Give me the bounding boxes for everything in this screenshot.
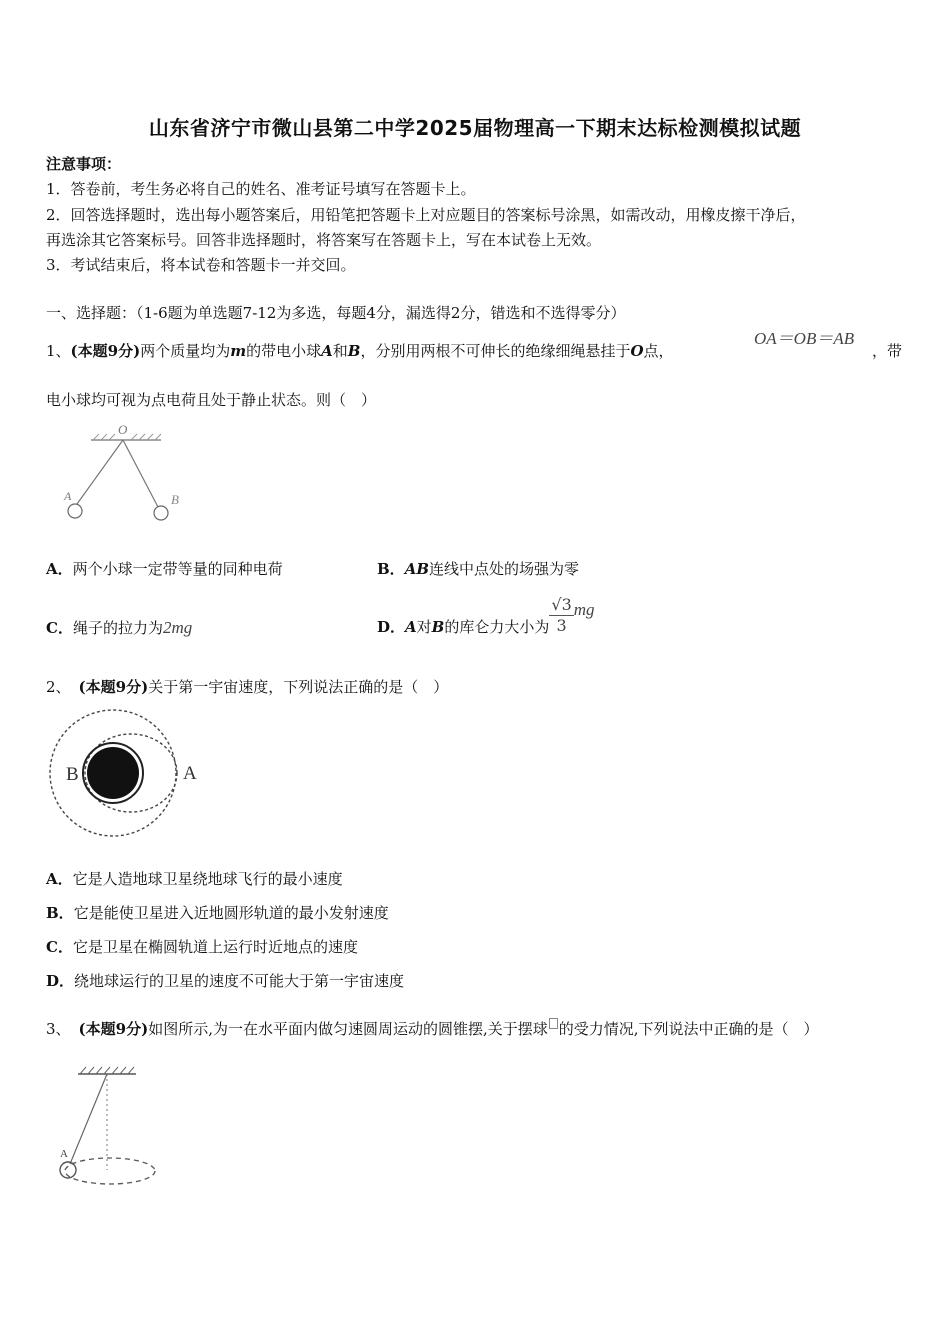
label-a-orbit: A [183, 763, 197, 784]
option-c-text: 绳子的拉力为 [72, 619, 163, 637]
question-1-line-1 [46, 340, 674, 361]
option-d-mg: mg [573, 600, 595, 619]
figure-two-pendulums [55, 420, 195, 540]
question-3-line [46, 1018, 819, 1039]
notice-item-2-line-2: 再选涂其它答案标号。回答非选择题时，将答案写在答题卡上，写在本试卷上无效。 [46, 231, 602, 249]
option-d-mid: 对 [416, 618, 432, 636]
question-1-text-c: ，分别用两根不可伸长的绝缘细绳悬挂于 [360, 342, 631, 360]
question-1-option-c[interactable] [46, 617, 192, 638]
question-1-text-e: ，带 [872, 342, 903, 360]
question-3-text-a: 如图所示,为一在水平面内做匀速圆周运动的圆锥摆,关于摆球 [148, 1020, 548, 1038]
string-oa [77, 440, 123, 504]
question-2-option-d[interactable] [46, 970, 404, 991]
earth [87, 747, 139, 799]
var-m: m [230, 342, 247, 360]
question-2-option-a[interactable] [46, 868, 343, 889]
question-1-equation: OA＝OB＝AB [754, 329, 855, 348]
question-2-option-b[interactable] [46, 902, 389, 923]
option-b-label: B． [377, 560, 405, 578]
option-a-text: 两个小球一定带等量的同种电荷 [72, 560, 283, 578]
question-2-option-c[interactable] [46, 936, 358, 957]
question-2-number: 2、 [46, 678, 71, 696]
notice-heading: 注意事项： [46, 155, 122, 173]
question-2-score: (本题9分) [78, 678, 149, 696]
question-3-number: 3、 [46, 1020, 71, 1038]
ball-a [68, 504, 82, 518]
var-O: O [630, 342, 644, 360]
var-B-d: B [431, 618, 445, 636]
label-b: B [171, 492, 179, 507]
question-1-text-a: 两个质量均为 [140, 342, 231, 360]
placeholder-box-icon [549, 1018, 558, 1029]
fraction-numerator: √3 [551, 595, 572, 614]
notice-item-2-line-1: 2．回答选择题时，选出每小题答案后，用铅笔把答题卡上对应题目的答案标号涂黑，如需改动，用橡皮擦干净后， [46, 206, 806, 224]
option-c-math: 2mg [162, 618, 193, 637]
option-d-label: D． [46, 972, 75, 990]
question-1-text-b: 的带电小球 [246, 342, 322, 360]
notice-item-3: 3．考试结束后，将本试卷和答题卡一并交回。 [46, 256, 356, 274]
fraction-sqrt3-over-3 [549, 597, 573, 634]
figure-conical-pendulum [50, 1060, 170, 1195]
question-1-line-2: 电小球均可视为点电荷且处于静止状态。则（ ） [46, 391, 377, 409]
fraction-denominator: 3 [556, 616, 567, 635]
option-a-text: 它是人造地球卫星绕地球飞行的最小速度 [72, 870, 343, 888]
option-a-label: A． [46, 870, 73, 888]
option-d-text: 绕地球运行的卫星的速度不可能大于第一宇宙速度 [74, 972, 405, 990]
label-o: O [118, 422, 128, 437]
label-a-ball: A [60, 1148, 68, 1160]
question-1-option-b[interactable] [377, 558, 579, 579]
var-A-d: A [405, 618, 417, 636]
var-AB: AB [404, 560, 430, 578]
var-A: A [321, 342, 333, 360]
section-heading: 一、选择题：（1-6题为单选题7-12为多选，每题4分，漏选得2分，错选和不选得零分） [46, 304, 626, 322]
question-3-text-b: 的受力情况,下列说法中正确的是（ ） [558, 1020, 819, 1038]
question-1-number: 1、 [46, 342, 71, 360]
option-d-label: D． [377, 618, 406, 636]
option-b-label: B． [46, 904, 74, 922]
question-3-score: (本题9分) [78, 1020, 149, 1038]
question-2-line [46, 676, 448, 697]
notice-item-1: 1．答卷前，考生务必将自己的姓名、准考证号填写在答题卡上。 [46, 180, 476, 198]
pendulum-string [70, 1074, 107, 1164]
circular-path [65, 1158, 155, 1184]
question-1-option-d[interactable] [377, 594, 595, 637]
question-2-text: 关于第一宇宙速度，下列说法正确的是（ ） [148, 678, 449, 696]
ceiling-hatch [80, 1067, 134, 1074]
question-1-score: (本题9分) [70, 342, 141, 360]
question-1-and: 和 [332, 342, 348, 360]
page-title: 山东省济宁市微山县第二中学2025届物理高一下期末达标检测模拟试题 [148, 116, 802, 140]
question-1-option-a[interactable] [46, 558, 283, 579]
ball-b [154, 506, 168, 520]
option-c-text: 它是卫星在椭圆轨道上运行时近地点的速度 [72, 938, 358, 956]
option-d-text: 的库仑力大小为 [444, 618, 550, 636]
label-b-orbit: B [66, 764, 79, 785]
option-c-label: C． [46, 938, 73, 956]
option-c-label: C． [46, 619, 73, 637]
option-b-text: 连线中点处的场强为零 [429, 560, 580, 578]
figure-orbits [40, 700, 220, 845]
var-B: B [347, 342, 361, 360]
label-a: A [64, 489, 72, 503]
option-b-text: 它是能使卫星进入近地圆形轨道的最小发射速度 [73, 904, 389, 922]
option-a-label: A． [46, 560, 73, 578]
question-1-text-d: 点， [643, 342, 674, 360]
string-ob [123, 440, 158, 507]
